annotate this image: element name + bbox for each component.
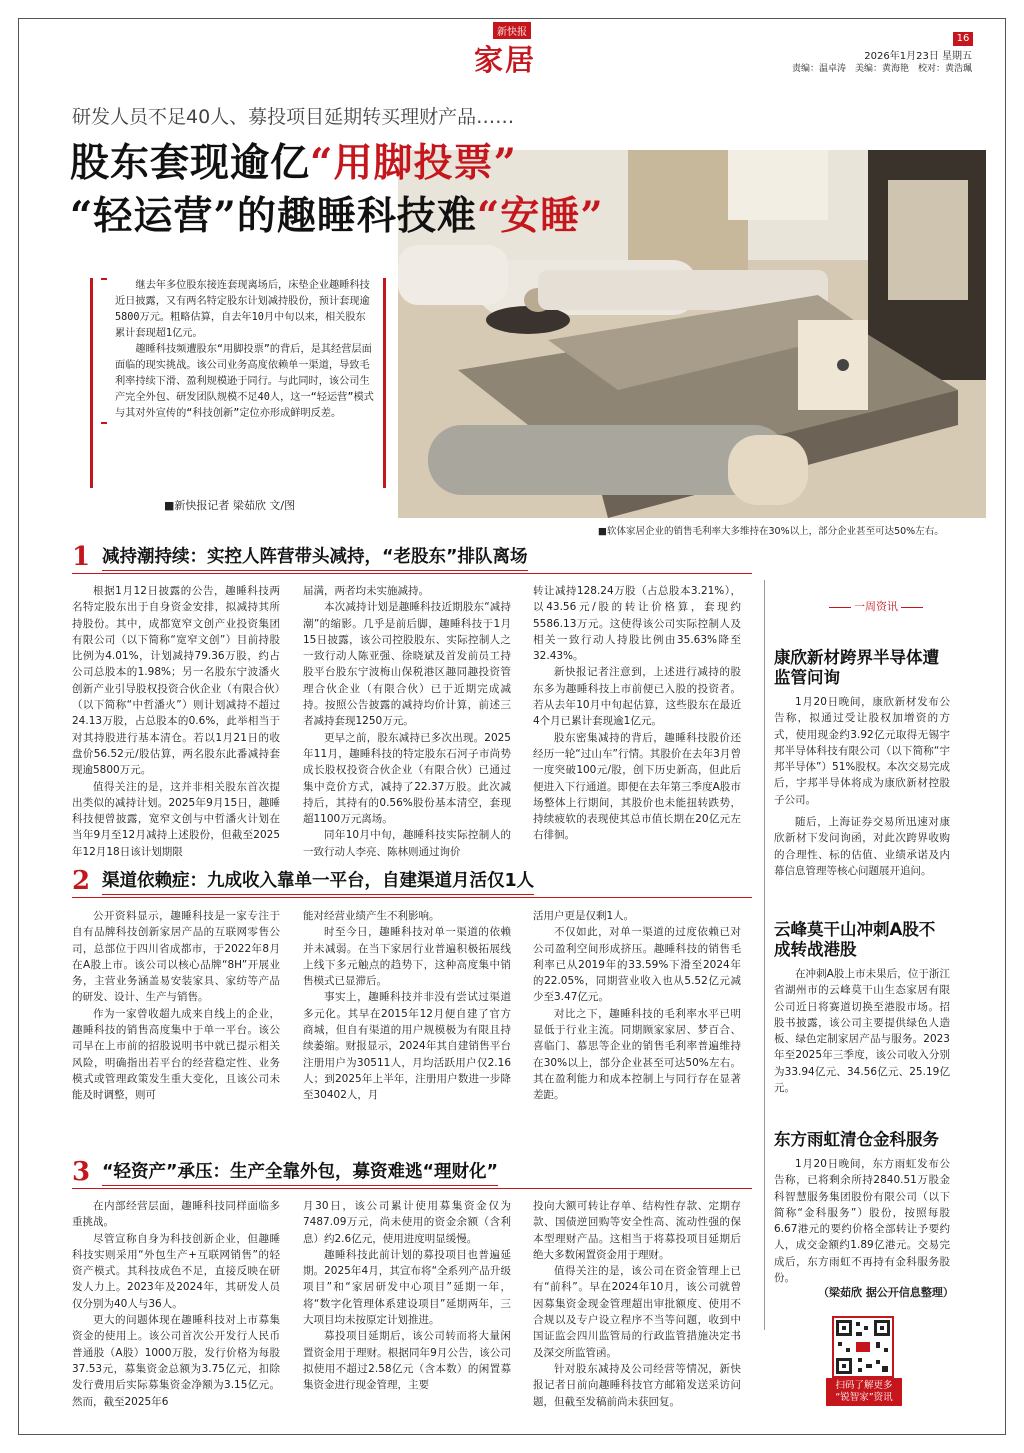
qr-code[interactable]: [832, 1316, 894, 1378]
s2c3-paragraph: 对比之下，趣睡科技的毛利率水平已明显低于行业主流。同期顾家家居、梦百合、喜临门、慕思等企业的销售毛利率普遍维持在30%以上，部分企业甚至可达50%左右。其在盈利能力和成本控制上与同行存在显著差距。: [533, 1007, 741, 1102]
s1c1-paragraph: 值得关注的是，这并非相关股东首次提出类似的减持计划。2025年9月15日，趣睡科技便曾披露，宽窄文创与中哲潘火计划在当年9月至12月减持上述股份，但截至2025年12月18日该计划期限: [72, 780, 280, 858]
headline-1b: “用脚投票”: [310, 140, 517, 186]
news-item-2: [774, 920, 950, 1096]
s1c3-paragraph: 转让减持128.24万股（占总股本3.21%），以43.56元/股的转让价格算，套现约5586.13万元。这使得该公司实际控制人及相关一致行动人持股比例由35.63%降至32.43%。: [533, 585, 741, 663]
qr-caption-line-1: 扫码了解更多: [835, 1380, 893, 1391]
newspaper-label: 新快报: [493, 22, 531, 39]
s1c2-paragraph: 届满，两者均未实施减持。: [303, 585, 429, 597]
s2c1-paragraph: 作为一家曾收超九成来自线上的企业，趣睡科技的销售高度集中于单一平台。该公司早在上市前的招股说明书中就已提示相关风险，明确指出若平台的经营稳定性、业务模式或管理政策发生重大变化，且该公司未能及时调整，则可: [72, 1007, 280, 1102]
section-2-rule: [72, 897, 752, 898]
s2c2-paragraph: 事实上，趣睡科技并非没有尝试过渠道多元化。其早在2015年12月便自建了官方商城，但自有渠道的用户规模极为有限且持续萎缩。财报显示，2024年其自建销售平台注册用户为30511人，月均活跃用户仅2.16人；到2025年上半年，注册用户数进一步降至30402人，月: [303, 991, 511, 1102]
s2c1-paragraph: 公开资料显示，趣睡科技是一家专注于自有品牌科技创新家居产品的互联网零售公司，总部位于四川省成都市，于2022年8月在A股上市。该公司以核心品牌“8H”开展业务，主营业务涵盖易安装家具、家纺等产品的研发、设计、生产与销售。: [72, 910, 280, 1004]
byline: ■新快报记者 梁茹欣 文/图: [164, 499, 296, 512]
s3-column-3: [533, 1198, 741, 1410]
section-2-title: 渠道依赖症：九成收入靠单一平台，自建渠道月活仅1人: [102, 867, 534, 895]
news-item-2-body: 在冲刺A股上市未果后，位于浙江省湖州市的云峰莫干山生态家居有限公司近日将赛道切换至港股市场。招股书披露，该公司主要提供绿色人造板、绿色定制家居产品与服务。2023年至2025年三季度，该公司收入分别为33.94亿元、34.56亿元、25.19亿元。: [774, 968, 950, 1095]
section-1-number: 1: [72, 542, 91, 572]
section-1-rule: [72, 573, 752, 574]
section-2-header: [72, 866, 752, 896]
s3c2-paragraph: 月30日，该公司累计使用募集资金仅为7487.09万元，尚未使用的资金余额（含利息）约2.6亿元，使用进度明显缓慢。: [303, 1200, 511, 1245]
s2c2-paragraph: 能对经营业绩产生不利影响。: [303, 910, 440, 922]
news-item-1-title: 康欣新材跨界半导体遭监管问询: [774, 648, 939, 687]
sidebar-tag: 一周资讯: [826, 598, 926, 614]
s2c3-paragraph: 活用户更是仅剩1人。: [533, 910, 635, 922]
news-item-1: [774, 648, 950, 879]
kicker: 研发人员不足40人、募投项目延期转买理财产品……: [72, 106, 515, 128]
s1-column-2: [303, 583, 511, 860]
s2c2-paragraph: 时至今日，趣睡科技对单一渠道的依赖并未减弱。在当下家居行业普遍积极拓展线上线下多元触点的趋势下，这种高度集中销售模式已显滞后。: [303, 926, 511, 988]
s2-column-1: [72, 908, 280, 1104]
news-item-3-title: 东方雨虹清仓金科服务: [774, 1130, 939, 1149]
s3c1-paragraph: 更大的问题体现在趣睡科技对上市募集资金的使用上。该公司首次公开发行人民币普通股（A股）1000万股，发行价格为每股37.53元，募集资金总额为3.75亿元，扣除发行费用后实际募集资金净额为3.15亿元。然而，截至2025年6: [72, 1314, 280, 1408]
editor-credits: 责编：温卓涛 美编：黄海艳 校对：黄浩珮: [791, 64, 972, 74]
s1c2-paragraph: 本次减持计划是趣睡科技近期股东“减持潮”的缩影。几乎是前后脚，趣睡科技于1月15日披露，该公司控股股东、实际控制人之一致行动人陈亚强、徐晓斌及首发前员工持股平台股东宁波梅山保税港区趣同趣投资管理合伙企业（有限合伙）已于近期完成减持。按照公告披露的减持均价计算，前述三者减持套现1250万元。: [303, 601, 511, 728]
s3c1-paragraph: 在内部经营层面，趣睡科技同样面临多重挑战。: [72, 1200, 280, 1229]
news-item-3: [774, 1130, 950, 1286]
sidebar-source: （梁茹欣 据公开信息整理）: [818, 1286, 954, 1299]
s3-column-1: [72, 1198, 280, 1410]
sidebar-divider: [764, 580, 765, 1330]
s3c3-paragraph: 值得关注的是，该公司在资金管理上已有“前科”。早在2024年10月，该公司就曾因募集资金现金管理超出审批额度、使用不合规以及专户设立程序不当等问题，收到中国证监会四川监管局的行政监管措施决定书及深交所监管函。: [533, 1265, 741, 1359]
section-1-title: 减持潮持续：实控人阵营带头减持，“老股东”排队离场: [102, 543, 528, 571]
section-3-rule: [72, 1188, 752, 1189]
section-1-header: [72, 542, 752, 572]
news-item-1-body: 1月20日晚间，康欣新材发布公告称，拟通过受让股权加增资的方式，使用现金约3.92亿元取得无锡宇邦半导体科技有限公司（以下简称“宇邦半导体”）51%股权。本次交易完成后，宇邦半导体将成为康欣新材控股子公司。: [774, 696, 950, 806]
s2c3-paragraph: 不仅如此，对单一渠道的过度依赖已对公司盈利空间形成挤压。趣睡科技的销售毛利率已从2019年的33.59%下滑至2024年的22.05%，同期营业收入也从5.52亿元减少至3.47亿元。: [533, 926, 741, 1004]
headline-2b: “安睡”: [476, 193, 604, 239]
s3c2-paragraph: 募投项目延期后，该公司转而将大量闲置资金用于理财。根据同年9月公告，该公司拟使用不超过2.58亿元（含本数）的闲置募集资金进行现金管理，主要: [303, 1330, 511, 1392]
qr-caption-line-2: “锐智家”资讯: [835, 1392, 893, 1403]
section-title: 家居: [474, 43, 537, 77]
news-item-2-title: 云峰莫干山冲刺A股不成转战港股: [774, 920, 936, 959]
s2-column-3: [533, 908, 741, 1104]
s1c2-paragraph: 同年10月中旬，趣睡科技实际控制人的一致行动人李亮、陈林则通过询价: [303, 829, 511, 858]
qr-code-icon: [834, 1318, 892, 1376]
news-item-1-body: 随后，上海证券交易所迅速对康欣新材下发问询函，对此次跨界收购的合理性、标的估值、业绩承诺及内幕信息管理等核心问题展开追问。: [774, 816, 950, 877]
s3c1-paragraph: 尽管宣称自身为科技创新企业，但趣睡科技实则采用“外包生产+互联网销售”的轻资产模式。其科技成色不足，直接反映在研发人力上。2023年及2024年，其研发人员仅分别为40人与36人。: [72, 1232, 280, 1310]
photo-caption: ■软体家居企业的销售毛利率大多维持在30%以上，部分企业甚至可达50%左右。: [598, 526, 944, 537]
headline-2a: “轻运营”的趣睡科技难: [70, 193, 477, 239]
qr-caption: [826, 1378, 902, 1406]
news-item-3-body: 1月20日晚间，东方雨虹发布公告称，已将剩余所持2840.51万股金科智慧服务集团股份有限公司（以下简称“金科服务”）股份，按照每股6.67港元的要约价格全部转让予要约人，成交金额约1.89亿港元。交易完成后，东方雨虹不再持有金科服务股份。: [774, 1158, 950, 1285]
s1-column-3: [533, 583, 741, 844]
lead-box: [90, 278, 386, 488]
s1c2-paragraph: 更早之前，股东减持已多次出现。2025年11月，趣睡科技的特定股东石河子市尚势成长股权投资合伙企业（有限合伙）已通过集中竞价方式，减持了22.37万股。此次减持后，其持有的0.56%股份基本清空，套现超1100万元离场。: [303, 731, 511, 826]
s3c2-paragraph: 趣睡科技此前计划的募投项目也普遍延期。2025年4月，其宣布将“全系列产品升级项目”和“家居研发中心项目”延期一年，将“数字化管理体系建设项目”延期两年，三大项目均未按原定计划推进。: [303, 1248, 511, 1327]
s3c3-paragraph: 针对股东减持及公司经营等情况，新快报记者日前向趣睡科技官方邮箱发送采访问题，但截至发稿前尚未获回复。: [533, 1362, 741, 1408]
s3-column-2: [303, 1198, 511, 1394]
lead-paragraph-2: 趣睡科技频遭股东“用脚投票”的背后，是其经营层面面临的现实挑战。该公司业务高度依赖单一渠道，导致毛利率持续下滑、盈利规模逊于同行。与此同时，该公司生产完全外包、研发团队规模不足40人，这一“轻运营”模式与其对外宣传的“科技创新”定位亦形成鲜明反差。: [115, 344, 374, 419]
headline-1a: 股东套现逾亿: [70, 140, 311, 186]
s1c3-paragraph: 新快报记者注意到，上述进行减持的股东多为趣睡科技上市前便已入股的投资者。若从去年10月中旬起估算，这些股东在最近4个月已累计套现逾1亿元。: [533, 666, 741, 728]
s2-column-2: [303, 908, 511, 1104]
s1-column-1: [72, 583, 280, 860]
headline-line-1: [70, 132, 517, 188]
section-3-number: 3: [72, 1157, 91, 1187]
section-3-title: “轻资产”承压：生产全靠外包，募资难逃“理财化”: [102, 1158, 498, 1186]
page-number: 16: [953, 32, 973, 46]
s1c1-paragraph: 根据1月12日披露的公告，趣睡科技两名特定股东出于自身资金安排，拟减持其所持股份。其中，成都宽窄文创产业投资集团有限公司（以下简称“宽窄文创”）目前持股比例为4.01%，计划减持79.36万股，约占公司总股本的1.98%；另一名股东宁波潘火创新产业引导股权投资合伙企业（有限合伙）（以下简称“中哲潘火”）则计划减持不超过24.13万股，占总股本的0.6%，此举相当于对其持股进行基本清仓。若以1月21日的收盘价56.52元/股估算，两名股东此番减持套现逾5800万元。: [72, 585, 280, 777]
section-3-header: [72, 1157, 752, 1187]
s1c3-paragraph: 股东密集减持的背后，趣睡科技股价还经历一轮“过山车”行情。其股价在去年3月曾一度突破100元/股，创下历史新高，但此后便进入下行通道。即便在去年第三季度A股市场整体上行期间，其股价也未能扭转跌势，持续疲软的表现使其总市值长期在20亿元左右徘徊。: [533, 731, 741, 842]
headline-line-2: [70, 185, 604, 241]
dateline: 2026年1月23日 星期五: [864, 51, 972, 62]
section-2-number: 2: [72, 866, 91, 896]
lead-paragraph-1: 继去年多位股东接连套现离场后，床垫企业趣睡科技近日披露，又有两名特定股东计划减持股份，预计套现逾5800万元。粗略估算，自去年10月中旬以来，相关股东累计套现超1亿元。: [115, 280, 370, 339]
s3c3-paragraph: 投向大额可转让存单、结构性存款、定期存款、国债逆回购等安全性高、流动性强的保本型理财产品。这相当于将募投项目延期后绝大多数闲置资金用于理财。: [533, 1200, 741, 1261]
